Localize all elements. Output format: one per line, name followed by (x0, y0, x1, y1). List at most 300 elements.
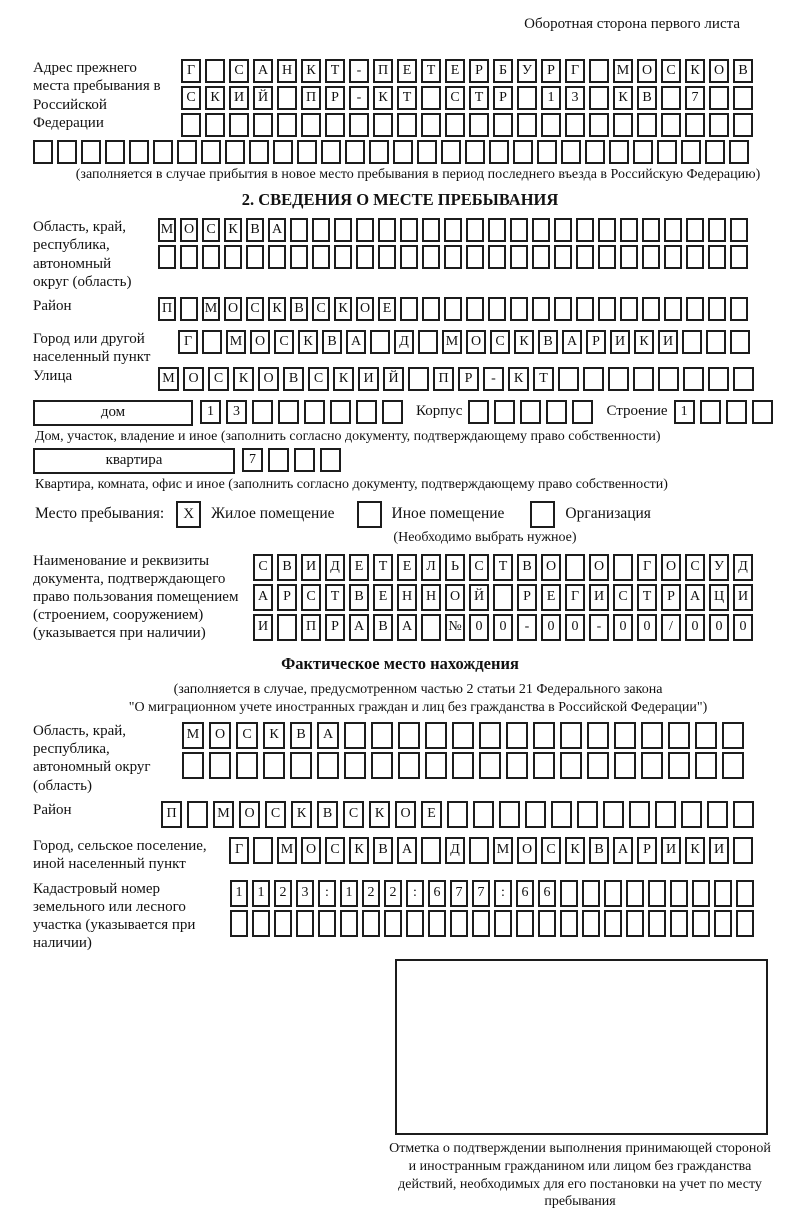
char-box[interactable] (708, 367, 729, 391)
char-box[interactable]: 1 (252, 880, 270, 907)
char-box[interactable]: С (202, 218, 220, 242)
char-box[interactable]: М (277, 837, 297, 864)
char-box[interactable] (425, 752, 447, 779)
char-box[interactable] (105, 140, 125, 164)
char-box[interactable]: / (661, 614, 681, 641)
char-box[interactable] (129, 140, 149, 164)
char-box[interactable] (695, 752, 717, 779)
char-box[interactable] (525, 801, 546, 828)
char-box[interactable] (445, 113, 465, 137)
char-box[interactable]: 3 (226, 400, 247, 424)
char-box[interactable] (370, 330, 390, 354)
char-box[interactable]: С (325, 837, 345, 864)
char-box[interactable] (565, 113, 585, 137)
char-box[interactable]: Й (383, 367, 404, 391)
char-box[interactable]: 7 (472, 880, 490, 907)
char-box[interactable]: Г (178, 330, 198, 354)
char-box[interactable]: 1 (541, 86, 561, 110)
stay-type-checkbox-other[interactable] (357, 501, 382, 528)
char-box[interactable] (532, 218, 550, 242)
char-box[interactable]: О (541, 554, 561, 581)
char-box[interactable]: В (283, 367, 304, 391)
char-box[interactable]: Е (421, 801, 442, 828)
char-box[interactable] (598, 297, 616, 321)
char-box[interactable] (369, 140, 389, 164)
char-box[interactable] (641, 752, 663, 779)
char-box[interactable]: К (685, 837, 705, 864)
char-box[interactable]: К (205, 86, 225, 110)
char-box[interactable] (589, 59, 609, 83)
char-box[interactable] (181, 113, 201, 137)
char-box[interactable] (400, 218, 418, 242)
char-box[interactable] (422, 245, 440, 269)
char-box[interactable]: 2 (384, 880, 402, 907)
char-box[interactable]: С (229, 59, 249, 83)
char-box[interactable] (356, 245, 374, 269)
char-box[interactable]: В (322, 330, 342, 354)
char-box[interactable]: М (442, 330, 462, 354)
char-box[interactable] (664, 245, 682, 269)
char-box[interactable] (637, 113, 657, 137)
char-box[interactable]: Р (586, 330, 606, 354)
char-box[interactable] (668, 722, 690, 749)
char-box[interactable] (551, 801, 572, 828)
char-box[interactable]: № (445, 614, 465, 641)
char-box[interactable]: Д (394, 330, 414, 354)
char-box[interactable] (629, 801, 650, 828)
char-box[interactable] (620, 297, 638, 321)
char-box[interactable] (290, 245, 308, 269)
char-box[interactable] (506, 722, 528, 749)
char-box[interactable]: К (263, 722, 285, 749)
char-box[interactable]: Т (373, 554, 393, 581)
char-box[interactable]: А (613, 837, 633, 864)
char-box[interactable]: С (208, 367, 229, 391)
char-box[interactable] (450, 910, 468, 937)
char-box[interactable] (488, 218, 506, 242)
char-box[interactable] (277, 113, 297, 137)
char-box[interactable]: А (397, 614, 417, 641)
char-box[interactable]: С (685, 554, 705, 581)
char-box[interactable] (554, 245, 572, 269)
char-box[interactable] (708, 297, 726, 321)
char-box[interactable]: Т (325, 59, 345, 83)
char-box[interactable]: Б (493, 59, 513, 83)
char-box[interactable]: Г (565, 59, 585, 83)
char-box[interactable] (398, 722, 420, 749)
char-box[interactable]: П (301, 614, 321, 641)
char-box[interactable] (466, 245, 484, 269)
char-box[interactable]: К (613, 86, 633, 110)
char-box[interactable] (648, 910, 666, 937)
char-box[interactable] (707, 801, 728, 828)
char-box[interactable]: Р (637, 837, 657, 864)
char-box[interactable]: М (226, 330, 246, 354)
char-box[interactable]: А (346, 330, 366, 354)
char-box[interactable]: 1 (230, 880, 248, 907)
char-box[interactable] (510, 218, 528, 242)
char-box[interactable] (706, 330, 726, 354)
char-box[interactable]: П (373, 59, 393, 83)
char-box[interactable]: Р (469, 59, 489, 83)
char-box[interactable]: К (268, 297, 286, 321)
char-box[interactable] (488, 297, 506, 321)
char-box[interactable] (209, 752, 231, 779)
char-box[interactable] (560, 910, 578, 937)
char-box[interactable]: - (349, 59, 369, 83)
char-box[interactable] (224, 245, 242, 269)
char-box[interactable]: М (213, 801, 234, 828)
char-box[interactable] (587, 752, 609, 779)
char-box[interactable]: В (538, 330, 558, 354)
char-box[interactable]: О (661, 554, 681, 581)
char-box[interactable] (517, 86, 537, 110)
char-box[interactable] (709, 113, 729, 137)
char-box[interactable] (620, 245, 638, 269)
char-box[interactable]: В (733, 59, 753, 83)
char-box[interactable]: 6 (538, 880, 556, 907)
char-box[interactable] (384, 910, 402, 937)
char-box[interactable]: Е (541, 584, 561, 611)
char-box[interactable]: К (298, 330, 318, 354)
char-box[interactable] (709, 86, 729, 110)
char-box[interactable] (489, 140, 509, 164)
char-box[interactable]: В (373, 614, 393, 641)
char-box[interactable]: Н (397, 584, 417, 611)
char-box[interactable] (472, 910, 490, 937)
char-box[interactable]: К (685, 59, 705, 83)
char-box[interactable]: О (356, 297, 374, 321)
char-box[interactable] (441, 140, 461, 164)
char-box[interactable]: 6 (516, 880, 534, 907)
char-box[interactable]: О (445, 584, 465, 611)
char-box[interactable] (598, 218, 616, 242)
char-box[interactable] (692, 880, 710, 907)
char-box[interactable]: 1 (200, 400, 221, 424)
char-box[interactable]: В (637, 86, 657, 110)
char-box[interactable] (473, 801, 494, 828)
char-box[interactable] (565, 554, 585, 581)
char-box[interactable]: А (562, 330, 582, 354)
char-box[interactable]: А (349, 614, 369, 641)
char-box[interactable]: 0 (541, 614, 561, 641)
char-box[interactable]: С (236, 722, 258, 749)
stay-type-checkbox-organization[interactable] (530, 501, 555, 528)
char-box[interactable] (752, 400, 773, 424)
char-box[interactable]: Т (493, 554, 513, 581)
char-box[interactable]: М (158, 218, 176, 242)
char-box[interactable]: К (514, 330, 534, 354)
char-box[interactable]: 3 (296, 880, 314, 907)
char-box[interactable] (318, 910, 336, 937)
char-box[interactable] (532, 245, 550, 269)
char-box[interactable] (382, 400, 403, 424)
char-box[interactable] (736, 910, 754, 937)
char-box[interactable]: О (250, 330, 270, 354)
char-box[interactable] (692, 910, 710, 937)
char-box[interactable]: И (733, 584, 753, 611)
char-box[interactable]: - (483, 367, 504, 391)
char-box[interactable]: К (373, 86, 393, 110)
char-box[interactable]: Ц (709, 584, 729, 611)
char-box[interactable]: - (349, 86, 369, 110)
char-box[interactable] (493, 113, 513, 137)
char-box[interactable] (177, 140, 197, 164)
char-box[interactable]: : (406, 880, 424, 907)
char-box[interactable] (661, 86, 681, 110)
char-box[interactable] (397, 113, 417, 137)
char-box[interactable]: Т (325, 584, 345, 611)
char-box[interactable]: Д (445, 837, 465, 864)
char-box[interactable] (695, 722, 717, 749)
char-box[interactable]: Е (378, 297, 396, 321)
char-box[interactable] (626, 910, 644, 937)
char-box[interactable]: 0 (637, 614, 657, 641)
char-box[interactable] (421, 837, 441, 864)
char-box[interactable] (587, 722, 609, 749)
char-box[interactable] (466, 218, 484, 242)
char-box[interactable] (729, 140, 749, 164)
char-box[interactable]: В (290, 722, 312, 749)
char-box[interactable]: М (158, 367, 179, 391)
char-box[interactable]: С (308, 367, 329, 391)
char-box[interactable] (572, 400, 593, 424)
char-box[interactable] (393, 140, 413, 164)
char-box[interactable] (609, 140, 629, 164)
char-box[interactable] (452, 752, 474, 779)
char-box[interactable]: В (246, 218, 264, 242)
char-box[interactable]: К (301, 59, 321, 83)
char-box[interactable] (378, 218, 396, 242)
char-box[interactable]: И (589, 584, 609, 611)
char-box[interactable]: : (494, 880, 512, 907)
char-box[interactable] (229, 113, 249, 137)
char-box[interactable] (733, 86, 753, 110)
char-box[interactable]: О (709, 59, 729, 83)
char-box[interactable] (589, 113, 609, 137)
char-box[interactable] (296, 910, 314, 937)
char-box[interactable]: А (268, 218, 286, 242)
char-box[interactable]: А (253, 584, 273, 611)
char-box[interactable] (546, 400, 567, 424)
char-box[interactable] (356, 400, 377, 424)
char-box[interactable]: 3 (565, 86, 585, 110)
char-box[interactable]: К (333, 367, 354, 391)
char-box[interactable] (726, 400, 747, 424)
char-box[interactable] (554, 297, 572, 321)
char-box[interactable] (201, 140, 221, 164)
char-box[interactable]: Е (397, 59, 417, 83)
char-box[interactable]: Т (637, 584, 657, 611)
char-box[interactable]: С (490, 330, 510, 354)
char-box[interactable] (685, 113, 705, 137)
char-box[interactable] (421, 86, 441, 110)
char-box[interactable] (444, 218, 462, 242)
char-box[interactable] (290, 218, 308, 242)
char-box[interactable] (371, 752, 393, 779)
char-box[interactable] (468, 400, 489, 424)
char-box[interactable] (57, 140, 77, 164)
char-box[interactable]: С (343, 801, 364, 828)
char-box[interactable] (614, 722, 636, 749)
char-box[interactable]: К (349, 837, 369, 864)
char-box[interactable] (252, 400, 273, 424)
char-box[interactable] (312, 245, 330, 269)
char-box[interactable] (349, 113, 369, 137)
char-box[interactable]: С (541, 837, 561, 864)
char-box[interactable]: К (369, 801, 390, 828)
char-box[interactable]: М (202, 297, 220, 321)
char-box[interactable] (722, 722, 744, 749)
char-box[interactable]: П (158, 297, 176, 321)
char-box[interactable] (253, 837, 273, 864)
char-box[interactable]: О (301, 837, 321, 864)
char-box[interactable]: К (634, 330, 654, 354)
char-box[interactable] (604, 880, 622, 907)
char-box[interactable]: О (637, 59, 657, 83)
char-box[interactable] (517, 113, 537, 137)
char-box[interactable]: П (433, 367, 454, 391)
char-box[interactable] (668, 752, 690, 779)
char-box[interactable]: 7 (685, 86, 705, 110)
char-box[interactable]: В (589, 837, 609, 864)
char-box[interactable]: Р (458, 367, 479, 391)
char-box[interactable] (466, 297, 484, 321)
char-box[interactable] (733, 367, 754, 391)
char-box[interactable] (344, 722, 366, 749)
char-box[interactable] (614, 752, 636, 779)
char-box[interactable] (626, 880, 644, 907)
char-box[interactable] (733, 113, 753, 137)
char-box[interactable]: 0 (685, 614, 705, 641)
char-box[interactable] (681, 801, 702, 828)
char-box[interactable] (714, 880, 732, 907)
char-box[interactable]: И (229, 86, 249, 110)
char-box[interactable] (533, 752, 555, 779)
char-box[interactable]: : (318, 880, 336, 907)
char-box[interactable] (560, 722, 582, 749)
char-box[interactable]: К (334, 297, 352, 321)
char-box[interactable] (633, 140, 653, 164)
char-box[interactable] (230, 910, 248, 937)
char-box[interactable]: 1 (340, 880, 358, 907)
char-box[interactable] (493, 584, 513, 611)
char-box[interactable] (585, 140, 605, 164)
char-box[interactable] (153, 140, 173, 164)
char-box[interactable]: 0 (733, 614, 753, 641)
char-box[interactable]: А (685, 584, 705, 611)
char-box[interactable] (533, 722, 555, 749)
char-box[interactable]: К (233, 367, 254, 391)
char-box[interactable] (642, 245, 660, 269)
char-box[interactable] (577, 801, 598, 828)
char-box[interactable] (205, 59, 225, 83)
char-box[interactable]: М (613, 59, 633, 83)
char-box[interactable] (180, 297, 198, 321)
char-box[interactable] (236, 752, 258, 779)
char-box[interactable] (730, 245, 748, 269)
char-box[interactable] (425, 722, 447, 749)
char-box[interactable]: О (466, 330, 486, 354)
char-box[interactable]: Т (533, 367, 554, 391)
char-box[interactable] (506, 752, 528, 779)
char-box[interactable]: С (312, 297, 330, 321)
char-box[interactable] (730, 218, 748, 242)
char-box[interactable]: Р (325, 86, 345, 110)
char-box[interactable]: 2 (362, 880, 380, 907)
char-box[interactable] (422, 297, 440, 321)
char-box[interactable]: О (517, 837, 537, 864)
char-box[interactable] (686, 245, 704, 269)
char-box[interactable] (670, 880, 688, 907)
char-box[interactable] (344, 752, 366, 779)
char-box[interactable]: А (317, 722, 339, 749)
char-box[interactable]: Н (421, 584, 441, 611)
char-box[interactable] (537, 140, 557, 164)
char-box[interactable]: Р (325, 614, 345, 641)
char-box[interactable] (576, 297, 594, 321)
char-box[interactable]: В (290, 297, 308, 321)
char-box[interactable]: А (397, 837, 417, 864)
char-box[interactable] (583, 367, 604, 391)
char-box[interactable] (658, 367, 679, 391)
char-box[interactable] (246, 245, 264, 269)
char-box[interactable] (499, 801, 520, 828)
char-box[interactable] (362, 910, 380, 937)
char-box[interactable]: С (301, 584, 321, 611)
char-box[interactable] (274, 910, 292, 937)
char-box[interactable] (452, 722, 474, 749)
char-box[interactable] (479, 722, 501, 749)
char-box[interactable] (516, 910, 534, 937)
char-box[interactable] (655, 801, 676, 828)
char-box[interactable] (686, 297, 704, 321)
char-box[interactable] (541, 113, 561, 137)
char-box[interactable] (613, 113, 633, 137)
char-box[interactable] (158, 245, 176, 269)
char-box[interactable]: И (610, 330, 630, 354)
char-box[interactable] (560, 880, 578, 907)
char-box[interactable]: Е (445, 59, 465, 83)
char-box[interactable] (664, 297, 682, 321)
char-box[interactable]: И (658, 330, 678, 354)
char-box[interactable] (642, 297, 660, 321)
char-box[interactable]: И (709, 837, 729, 864)
char-box[interactable]: У (709, 554, 729, 581)
char-box[interactable]: К (291, 801, 312, 828)
char-box[interactable] (330, 400, 351, 424)
char-box[interactable]: О (258, 367, 279, 391)
char-box[interactable]: П (161, 801, 182, 828)
char-box[interactable]: 7 (450, 880, 468, 907)
char-box[interactable]: Т (421, 59, 441, 83)
char-box[interactable]: В (277, 554, 297, 581)
char-box[interactable] (421, 113, 441, 137)
char-box[interactable]: О (180, 218, 198, 242)
char-box[interactable] (708, 245, 726, 269)
char-box[interactable]: Е (349, 554, 369, 581)
char-box[interactable] (356, 218, 374, 242)
char-box[interactable] (312, 218, 330, 242)
char-box[interactable]: М (493, 837, 513, 864)
char-box[interactable] (576, 245, 594, 269)
char-box[interactable]: 0 (709, 614, 729, 641)
char-box[interactable] (202, 245, 220, 269)
char-box[interactable] (589, 86, 609, 110)
char-box[interactable] (417, 140, 437, 164)
char-box[interactable] (488, 245, 506, 269)
char-box[interactable] (613, 554, 633, 581)
